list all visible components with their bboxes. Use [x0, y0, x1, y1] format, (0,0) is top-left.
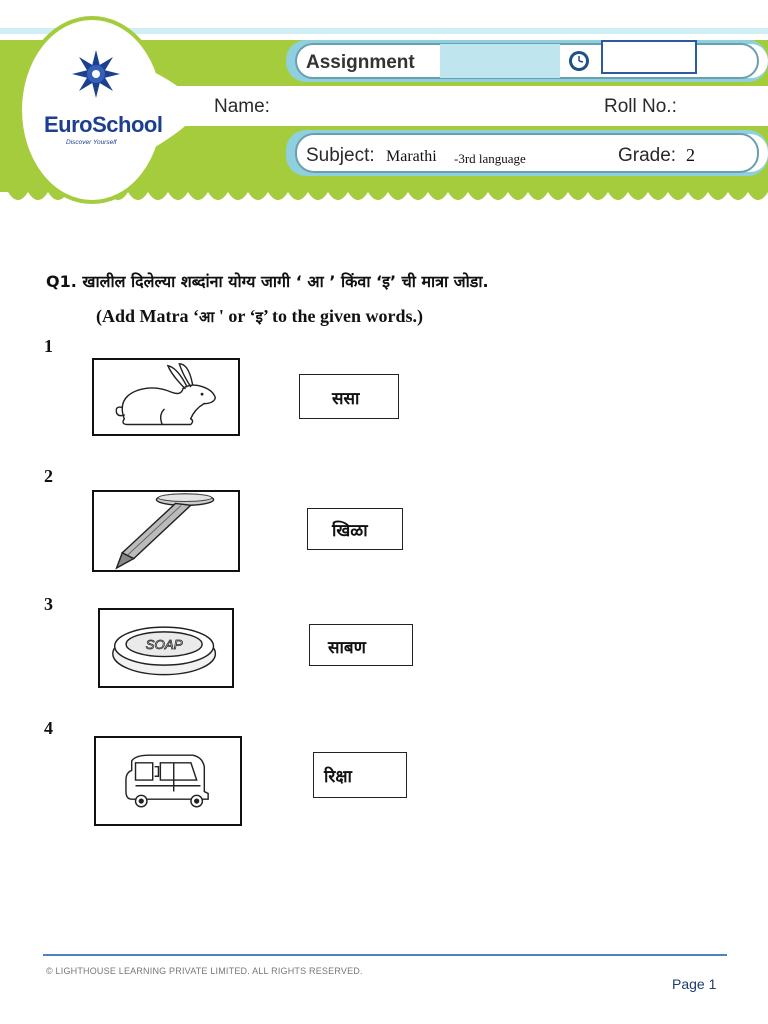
assignment-label: Assignment	[306, 52, 415, 73]
subject-label: Subject:	[306, 145, 375, 166]
item-number: 1	[44, 336, 53, 356]
auto-rickshaw-icon	[96, 738, 240, 824]
word-box[interactable]	[307, 508, 403, 550]
roll-number-label: Roll No.:	[604, 96, 677, 117]
word-text: रिक्षा	[324, 767, 352, 787]
rabbit-icon	[94, 360, 238, 434]
word-text: खिळा	[332, 521, 368, 541]
question-subtitle: (Add Matra ‘आ ' or ‘इ’ to the given words.)	[96, 306, 424, 326]
soap-label: SOAP	[145, 636, 183, 652]
copyright-text: © LIGHTHOUSE LEARNING PRIVATE LIMITED. ALL RIGHTS RESERVED.	[46, 966, 363, 976]
item-number: 3	[44, 594, 53, 614]
word-box[interactable]	[309, 624, 413, 666]
nail-icon	[94, 492, 238, 570]
logo-wordmark: EuroSchool	[44, 112, 163, 137]
soap-picture	[98, 608, 234, 688]
auto-rickshaw-picture	[94, 736, 242, 826]
rabbit-picture	[92, 358, 240, 436]
subject-value: Marathi	[386, 148, 437, 165]
word-text: ससा	[332, 389, 360, 409]
logo-tagline: Discover Yourself	[66, 139, 117, 146]
nail-picture	[92, 490, 240, 572]
page-number: Page 1	[672, 976, 717, 992]
name-label: Name:	[214, 96, 270, 117]
item-number: 2	[44, 466, 53, 486]
date-field[interactable]	[601, 40, 697, 74]
soap-icon	[100, 610, 232, 686]
assignment-header	[0, 0, 768, 230]
word-box[interactable]	[299, 374, 399, 419]
clock-icon	[568, 50, 590, 72]
word-box[interactable]	[313, 752, 407, 798]
question-title: Q1. खालील दिलेल्या शब्दांना योग्य जागी ‘ आ ’ किंवा ‘इ’ ची मात्रा जोडा.	[46, 272, 489, 291]
language-value: -3rd language	[454, 151, 526, 166]
item-number: 4	[44, 718, 53, 738]
grade-value: 2	[686, 145, 695, 165]
euroschool-logo-icon	[70, 48, 122, 100]
grade-label: Grade:	[618, 145, 677, 166]
footer-divider	[43, 954, 727, 956]
word-text: साबण	[328, 638, 366, 658]
